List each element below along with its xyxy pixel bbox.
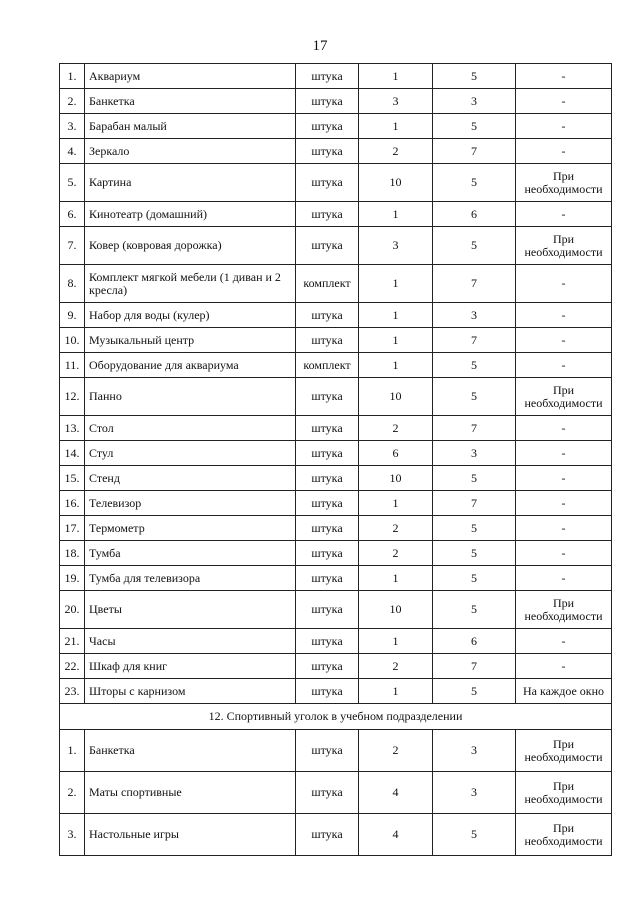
row-number: 2. [60,772,85,814]
unit-of-measure: комплект [296,353,359,378]
unit-of-measure: штука [296,64,359,89]
item-quantity: 2 [359,416,433,441]
unit-of-measure: комплект [296,265,359,303]
service-life-years: 3 [433,303,516,328]
item-note: - [516,353,612,378]
row-number: 17. [60,516,85,541]
service-life-years: 5 [433,591,516,629]
unit-of-measure: штука [296,114,359,139]
table-row [60,303,612,328]
unit-of-measure: штука [296,772,359,814]
unit-of-measure: штука [296,654,359,679]
item-name: Набор для воды (кулер) [85,303,296,328]
item-quantity: 1 [359,491,433,516]
item-note: - [516,541,612,566]
table-row [60,328,612,353]
table-row [60,202,612,227]
item-note: - [516,139,612,164]
section-header-row [60,704,612,730]
item-name: Стол [85,416,296,441]
unit-of-measure: штука [296,164,359,202]
service-life-years: 3 [433,441,516,466]
section-table-row [60,772,612,814]
table-row [60,491,612,516]
section-title: 12. Спортивный уголок в учебном подразделении [60,704,612,730]
unit-of-measure: штука [296,303,359,328]
row-number: 5. [60,164,85,202]
item-note: - [516,516,612,541]
item-note: При необходимости [516,164,612,202]
item-quantity: 1 [359,566,433,591]
row-number: 6. [60,202,85,227]
item-note: - [516,89,612,114]
service-life-years: 5 [433,466,516,491]
table-row [60,378,612,416]
unit-of-measure: штука [296,591,359,629]
item-quantity: 2 [359,654,433,679]
service-life-years: 7 [433,139,516,164]
unit-of-measure: штука [296,441,359,466]
item-quantity: 10 [359,466,433,491]
service-life-years: 5 [433,353,516,378]
item-quantity: 1 [359,114,433,139]
item-note: - [516,328,612,353]
item-note: - [516,629,612,654]
item-quantity: 4 [359,772,433,814]
table-row [60,265,612,303]
section-table-row [60,730,612,772]
item-name: Музыкальный центр [85,328,296,353]
item-name: Барабан малый [85,114,296,139]
item-quantity: 10 [359,591,433,629]
row-number: 13. [60,416,85,441]
item-name: Оборудование для аквариума [85,353,296,378]
item-note: При необходимости [516,591,612,629]
item-name: Цветы [85,591,296,629]
unit-of-measure: штука [296,679,359,704]
service-life-years: 6 [433,629,516,654]
row-number: 22. [60,654,85,679]
item-note: - [516,416,612,441]
item-note: - [516,566,612,591]
service-life-years: 5 [433,566,516,591]
unit-of-measure: штука [296,814,359,856]
service-life-years: 3 [433,772,516,814]
item-note: На каждое окно [516,679,612,704]
unit-of-measure: штука [296,730,359,772]
row-number: 12. [60,378,85,416]
item-note: При необходимости [516,730,612,772]
item-quantity: 6 [359,441,433,466]
item-name: Картина [85,164,296,202]
row-number: 23. [60,679,85,704]
unit-of-measure: штука [296,89,359,114]
item-note: - [516,491,612,516]
row-number: 18. [60,541,85,566]
table-row [60,227,612,265]
service-life-years: 5 [433,541,516,566]
service-life-years: 5 [433,516,516,541]
item-quantity: 2 [359,516,433,541]
row-number: 15. [60,466,85,491]
item-note: - [516,441,612,466]
unit-of-measure: штука [296,466,359,491]
item-name: Телевизор [85,491,296,516]
unit-of-measure: штука [296,227,359,265]
item-note: При необходимости [516,378,612,416]
table-row [60,654,612,679]
row-number: 3. [60,114,85,139]
item-name: Кинотеатр (домашний) [85,202,296,227]
item-quantity: 1 [359,679,433,704]
table-row [60,416,612,441]
row-number: 19. [60,566,85,591]
item-name: Стенд [85,466,296,491]
service-life-years: 7 [433,265,516,303]
inventory-table-body [60,64,612,856]
table-row [60,64,612,89]
service-life-years: 6 [433,202,516,227]
item-name: Аквариум [85,64,296,89]
table-row [60,629,612,654]
item-name: Маты спортивные [85,772,296,814]
service-life-years: 3 [433,89,516,114]
item-name: Тумба для телевизора [85,566,296,591]
item-quantity: 1 [359,353,433,378]
unit-of-measure: штука [296,378,359,416]
item-quantity: 10 [359,378,433,416]
service-life-years: 7 [433,654,516,679]
row-number: 11. [60,353,85,378]
row-number: 7. [60,227,85,265]
unit-of-measure: штука [296,416,359,441]
item-name: Банкетка [85,89,296,114]
item-name: Ковер (ковровая дорожка) [85,227,296,265]
unit-of-measure: штука [296,566,359,591]
row-number: 9. [60,303,85,328]
row-number: 4. [60,139,85,164]
table-row [60,516,612,541]
table-row [60,164,612,202]
item-quantity: 1 [359,303,433,328]
item-note: - [516,265,612,303]
row-number: 1. [60,730,85,772]
row-number: 16. [60,491,85,516]
table-row [60,441,612,466]
service-life-years: 5 [433,64,516,89]
item-name: Комплект мягкой мебели (1 диван и 2 кресла) [85,265,296,303]
table-row [60,591,612,629]
service-life-years: 5 [433,164,516,202]
unit-of-measure: штука [296,629,359,654]
item-quantity: 1 [359,629,433,654]
item-name: Шторы с карнизом [85,679,296,704]
item-note: - [516,114,612,139]
service-life-years: 5 [433,679,516,704]
item-quantity: 2 [359,139,433,164]
row-number: 10. [60,328,85,353]
page-number: 17 [312,38,328,54]
row-number: 20. [60,591,85,629]
table-row [60,541,612,566]
item-name: Банкетка [85,730,296,772]
item-quantity: 2 [359,541,433,566]
item-name: Настольные игры [85,814,296,856]
unit-of-measure: штука [296,202,359,227]
unit-of-measure: штука [296,139,359,164]
service-life-years: 5 [433,114,516,139]
row-number: 1. [60,64,85,89]
item-quantity: 1 [359,64,433,89]
service-life-years: 5 [433,378,516,416]
service-life-years: 7 [433,416,516,441]
row-number: 14. [60,441,85,466]
item-note: - [516,654,612,679]
table-row [60,89,612,114]
item-note: - [516,64,612,89]
item-quantity: 3 [359,89,433,114]
row-number: 2. [60,89,85,114]
unit-of-measure: штука [296,516,359,541]
item-note: - [516,303,612,328]
row-number: 8. [60,265,85,303]
table-row [60,466,612,491]
item-name: Шкаф для книг [85,654,296,679]
service-life-years: 7 [433,491,516,516]
item-name: Стул [85,441,296,466]
item-quantity: 1 [359,328,433,353]
item-quantity: 10 [359,164,433,202]
item-name: Термометр [85,516,296,541]
table-row [60,679,612,704]
table-row [60,353,612,378]
unit-of-measure: штука [296,328,359,353]
row-number: 21. [60,629,85,654]
item-quantity: 2 [359,730,433,772]
item-note: При необходимости [516,772,612,814]
item-quantity: 1 [359,202,433,227]
table-row [60,114,612,139]
item-note: При необходимости [516,814,612,856]
item-note: - [516,466,612,491]
item-quantity: 4 [359,814,433,856]
service-life-years: 3 [433,730,516,772]
service-life-years: 5 [433,814,516,856]
section-table-row [60,814,612,856]
inventory-table [59,63,612,856]
item-name: Зеркало [85,139,296,164]
item-name: Часы [85,629,296,654]
table-row [60,566,612,591]
item-note: - [516,202,612,227]
row-number: 3. [60,814,85,856]
service-life-years: 5 [433,227,516,265]
unit-of-measure: штука [296,491,359,516]
item-note: При необходимости [516,227,612,265]
table-row [60,139,612,164]
unit-of-measure: штука [296,541,359,566]
item-name: Панно [85,378,296,416]
item-name: Тумба [85,541,296,566]
service-life-years: 7 [433,328,516,353]
item-quantity: 1 [359,265,433,303]
item-quantity: 3 [359,227,433,265]
